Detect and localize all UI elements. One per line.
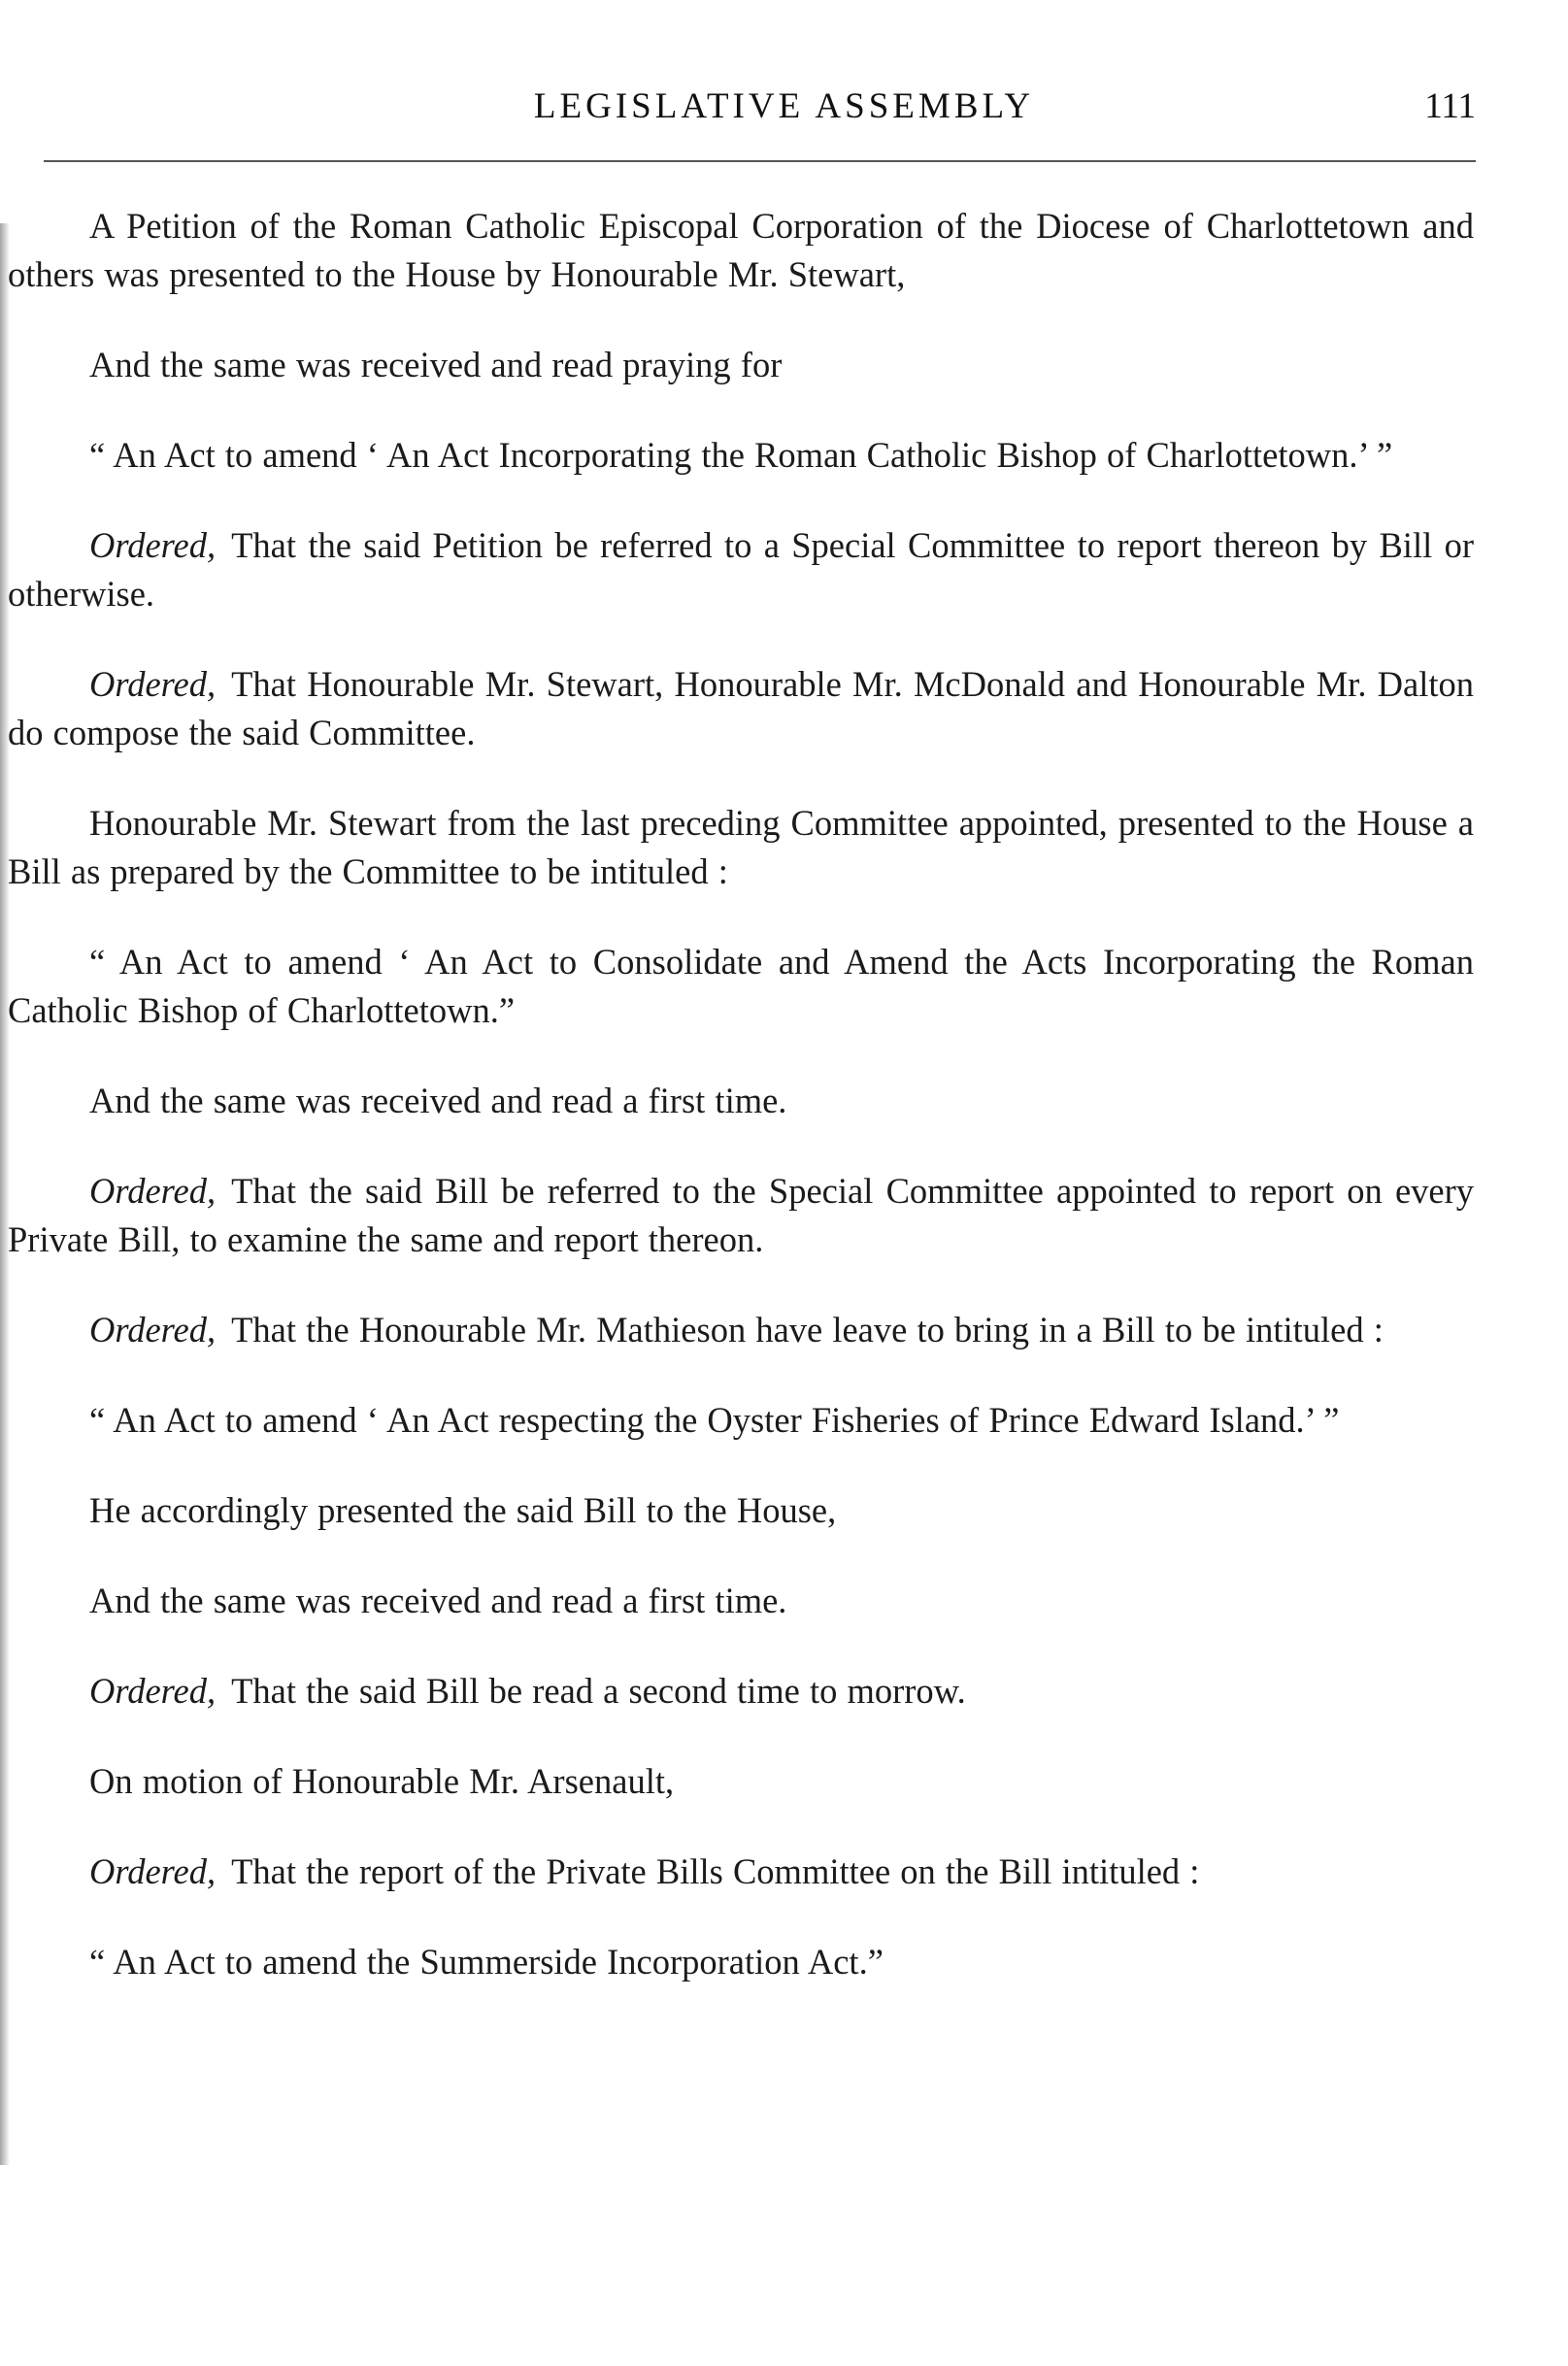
paragraph-text: That the said Bill be read a second time to morrow. — [231, 1671, 966, 1711]
paragraph-text: And the same was received and read a first time. — [89, 1081, 787, 1120]
header-rule — [44, 160, 1476, 162]
paragraph — [8, 341, 1474, 389]
paragraph — [8, 202, 1474, 299]
paragraph — [8, 1667, 1474, 1716]
paragraph-text: He accordingly presented the said Bill to the House, — [89, 1490, 837, 1530]
journal-body — [8, 202, 1474, 2028]
paragraph-text: That the said Petition be referred to a Special Committee to report thereon by Bill or otherwise. — [8, 525, 1474, 614]
paragraph-text: A Petition of the Roman Catholic Episcopal Corporation of the Diocese of Charlottetown and others was presented to the House by Honourable Mr. Stewart, — [8, 206, 1474, 294]
paragraph — [8, 1167, 1474, 1264]
paragraph-prefix: Ordered, — [89, 664, 217, 704]
paragraph-text: “ An Act to amend the Summerside Incorporation Act.” — [89, 1942, 884, 1982]
paragraph — [8, 431, 1474, 480]
paragraph — [8, 1306, 1474, 1354]
paragraph-text: That the Honourable Mr. Mathieson have leave to bring in a Bill to be intituled : — [231, 1310, 1384, 1350]
paragraph — [8, 799, 1474, 896]
paragraph-text: That the said Bill be referred to the Special Committee appointed to report on every Private Bill, to examine the same and report thereon. — [8, 1171, 1474, 1259]
paragraph-text: And the same was received and read praying for — [89, 345, 783, 384]
paragraph — [8, 1757, 1474, 1806]
paragraph — [8, 1848, 1474, 1896]
paragraph — [8, 1077, 1474, 1125]
paragraph-text: “ An Act to amend ‘ An Act to Consolidate and Amend the Acts Incorporating the Roman Catholic Bishop of Charlottetown.” — [8, 942, 1474, 1030]
paragraph-text: Honourable Mr. Stewart from the last preceding Committee appointed, presented to the House a Bill as prepared by the Committee to be intituled : — [8, 803, 1474, 891]
paragraph-prefix: Ordered, — [89, 1671, 217, 1711]
paragraph — [8, 1938, 1474, 1986]
running-title: LEGISLATIVE ASSEMBLY — [533, 86, 1035, 126]
paragraph — [8, 1486, 1474, 1535]
paragraph-text: “ An Act to amend ‘ An Act Incorporating the Roman Catholic Bishop of Charlottetown.’ ” — [89, 435, 1393, 475]
paragraph-prefix: Ordered, — [89, 1851, 217, 1891]
paragraph-prefix: Ordered, — [89, 525, 217, 565]
paragraph — [8, 1577, 1474, 1625]
paragraph — [8, 1396, 1474, 1445]
paragraph-text: That the report of the Private Bills Committee on the Bill intituled : — [231, 1851, 1200, 1891]
paragraph-text: That Honourable Mr. Stewart, Honourable Mr. McDonald and Honourable Mr. Dalton do compose the said Committee. — [8, 664, 1474, 752]
paragraph-text: “ An Act to amend ‘ An Act respecting the Oyster Fisheries of Prince Edward Island.’ ” — [89, 1400, 1340, 1440]
paragraph — [8, 938, 1474, 1035]
paragraph-prefix: Ordered, — [89, 1310, 217, 1350]
paragraph — [8, 521, 1474, 618]
paragraph-text: On motion of Honourable Mr. Arsenault, — [89, 1761, 675, 1801]
page-number: 111 — [1424, 86, 1476, 126]
paragraph-text: And the same was received and read a first time. — [89, 1581, 787, 1620]
paragraph — [8, 660, 1474, 757]
page-header — [0, 85, 1568, 144]
paragraph-prefix: Ordered, — [89, 1171, 217, 1211]
